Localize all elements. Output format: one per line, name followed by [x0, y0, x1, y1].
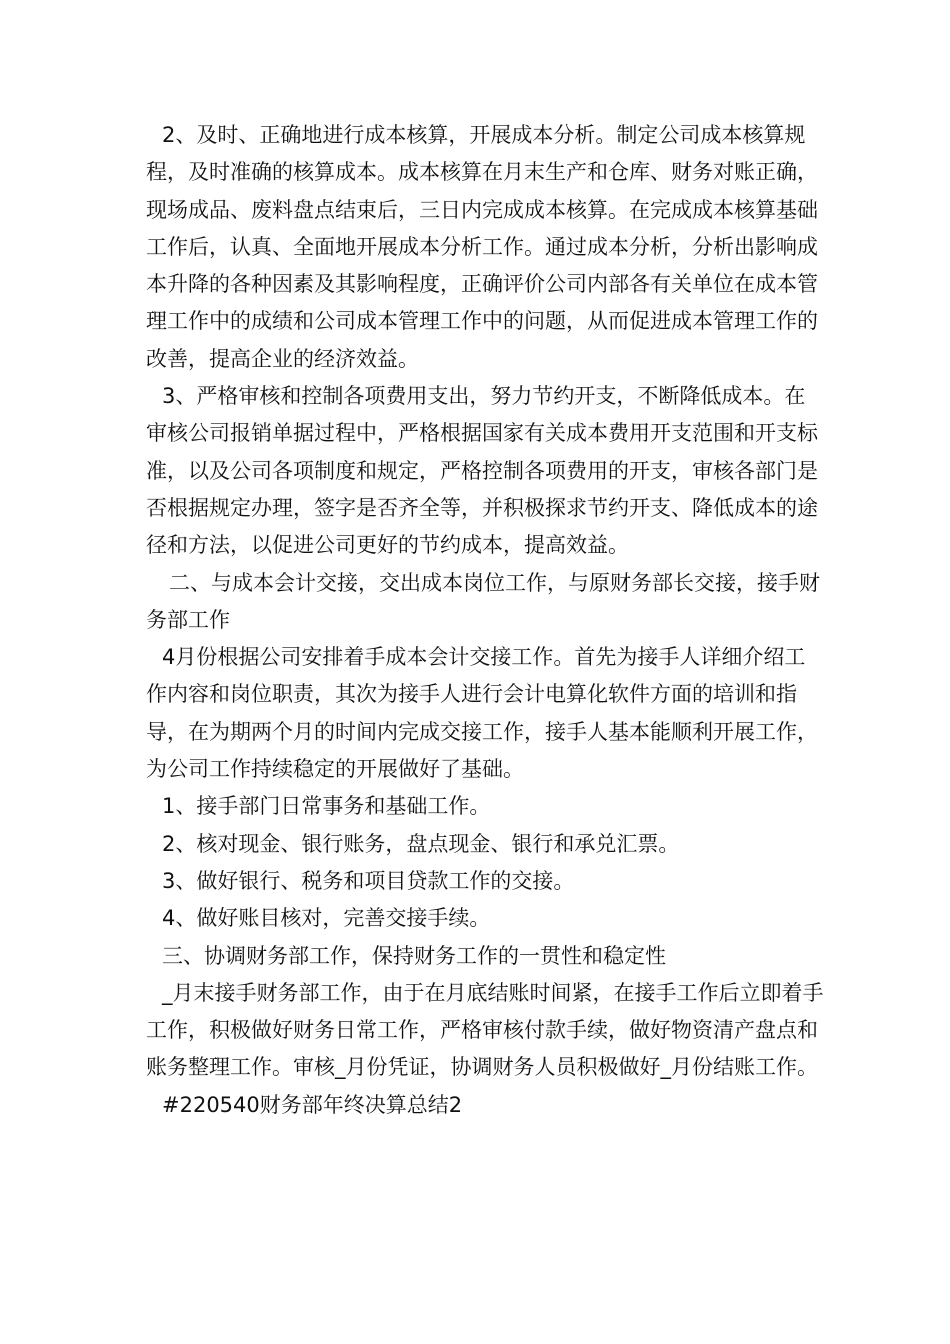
list-item-cash-bank: 2、核对现金、银行账务，盘点现金、银行和承兑汇票。: [162, 831, 680, 856]
paragraph-expense-control: 3、严格审核和控制各项费用支出，努力节约开支，不断降低成本。在审核公司报销单据过程中，严格根据国家有关成本费用开支范围和开支标准，以及公司各项制度和规定，严格控制各项费用的开支，审核各部门是否根据规定办理，签字是否齐全等，并积极探求节约开支、降低成本的途径和方法，以促进公司更好的节约成本，提高效益。: [146, 384, 818, 558]
paragraph-cost-accounting: 2、及时、正确地进行成本核算，开展成本分析。制定公司成本核算规程，及时准确的核算成本。成本核算在月末生产和仓库、财务对账正确，现场成品、废料盘点结束后，三日内完成成本核算。在完成成本核算基础工作后，认真、全面地开展成本分析工作。通过成本分析，分析出影响成本升降的各种因素及其影响程度，正确评价公司内部各有关单位在成本管理工作中的成绩和公司成本管理工作中的问题，从而促进成本管理工作的改善，提高企业的经济效益。: [146, 123, 818, 371]
section-heading-coordination: 三、协调财务部工作，保持财务工作的一贯性和稳定性: [162, 943, 666, 968]
paragraph-month-end: _月末接手财务部工作，由于在月底结账时间紧，在接手工作后立即着手工作，积极做好财务日常工作，严格审核付款手续，做好物资清产盘点和账务整理工作。审核_月份凭证，协调财务人员积极做好_月份结账工作。: [146, 980, 824, 1080]
list-item-bank-tax-loan: 3、做好银行、税务和项目贷款工作的交接。: [162, 868, 575, 893]
paragraph-april-handover: 4月份根据公司安排着手成本会计交接工作。首先为接手人详细介绍工作内容和岗位职责，其次为接手人进行会计电算化软件方面的培训和指导，在为期两个月的时间内完成交接工作，接手人基本能顺利开展工作，为公司工作持续稳定的开展做好了基础。: [146, 645, 818, 782]
list-item-daily-affairs: 1、接手部门日常事务和基础工作。: [162, 794, 491, 819]
document-body: [146, 117, 826, 1124]
document-next-title: #220540财务部年终决算总结2: [162, 1092, 463, 1117]
list-item-account-check: 4、做好账目核对，完善交接手续。: [162, 906, 491, 931]
section-heading-handover: 二、与成本会计交接，交出成本岗位工作，与原财务部长交接，接手财务部工作: [146, 570, 820, 632]
